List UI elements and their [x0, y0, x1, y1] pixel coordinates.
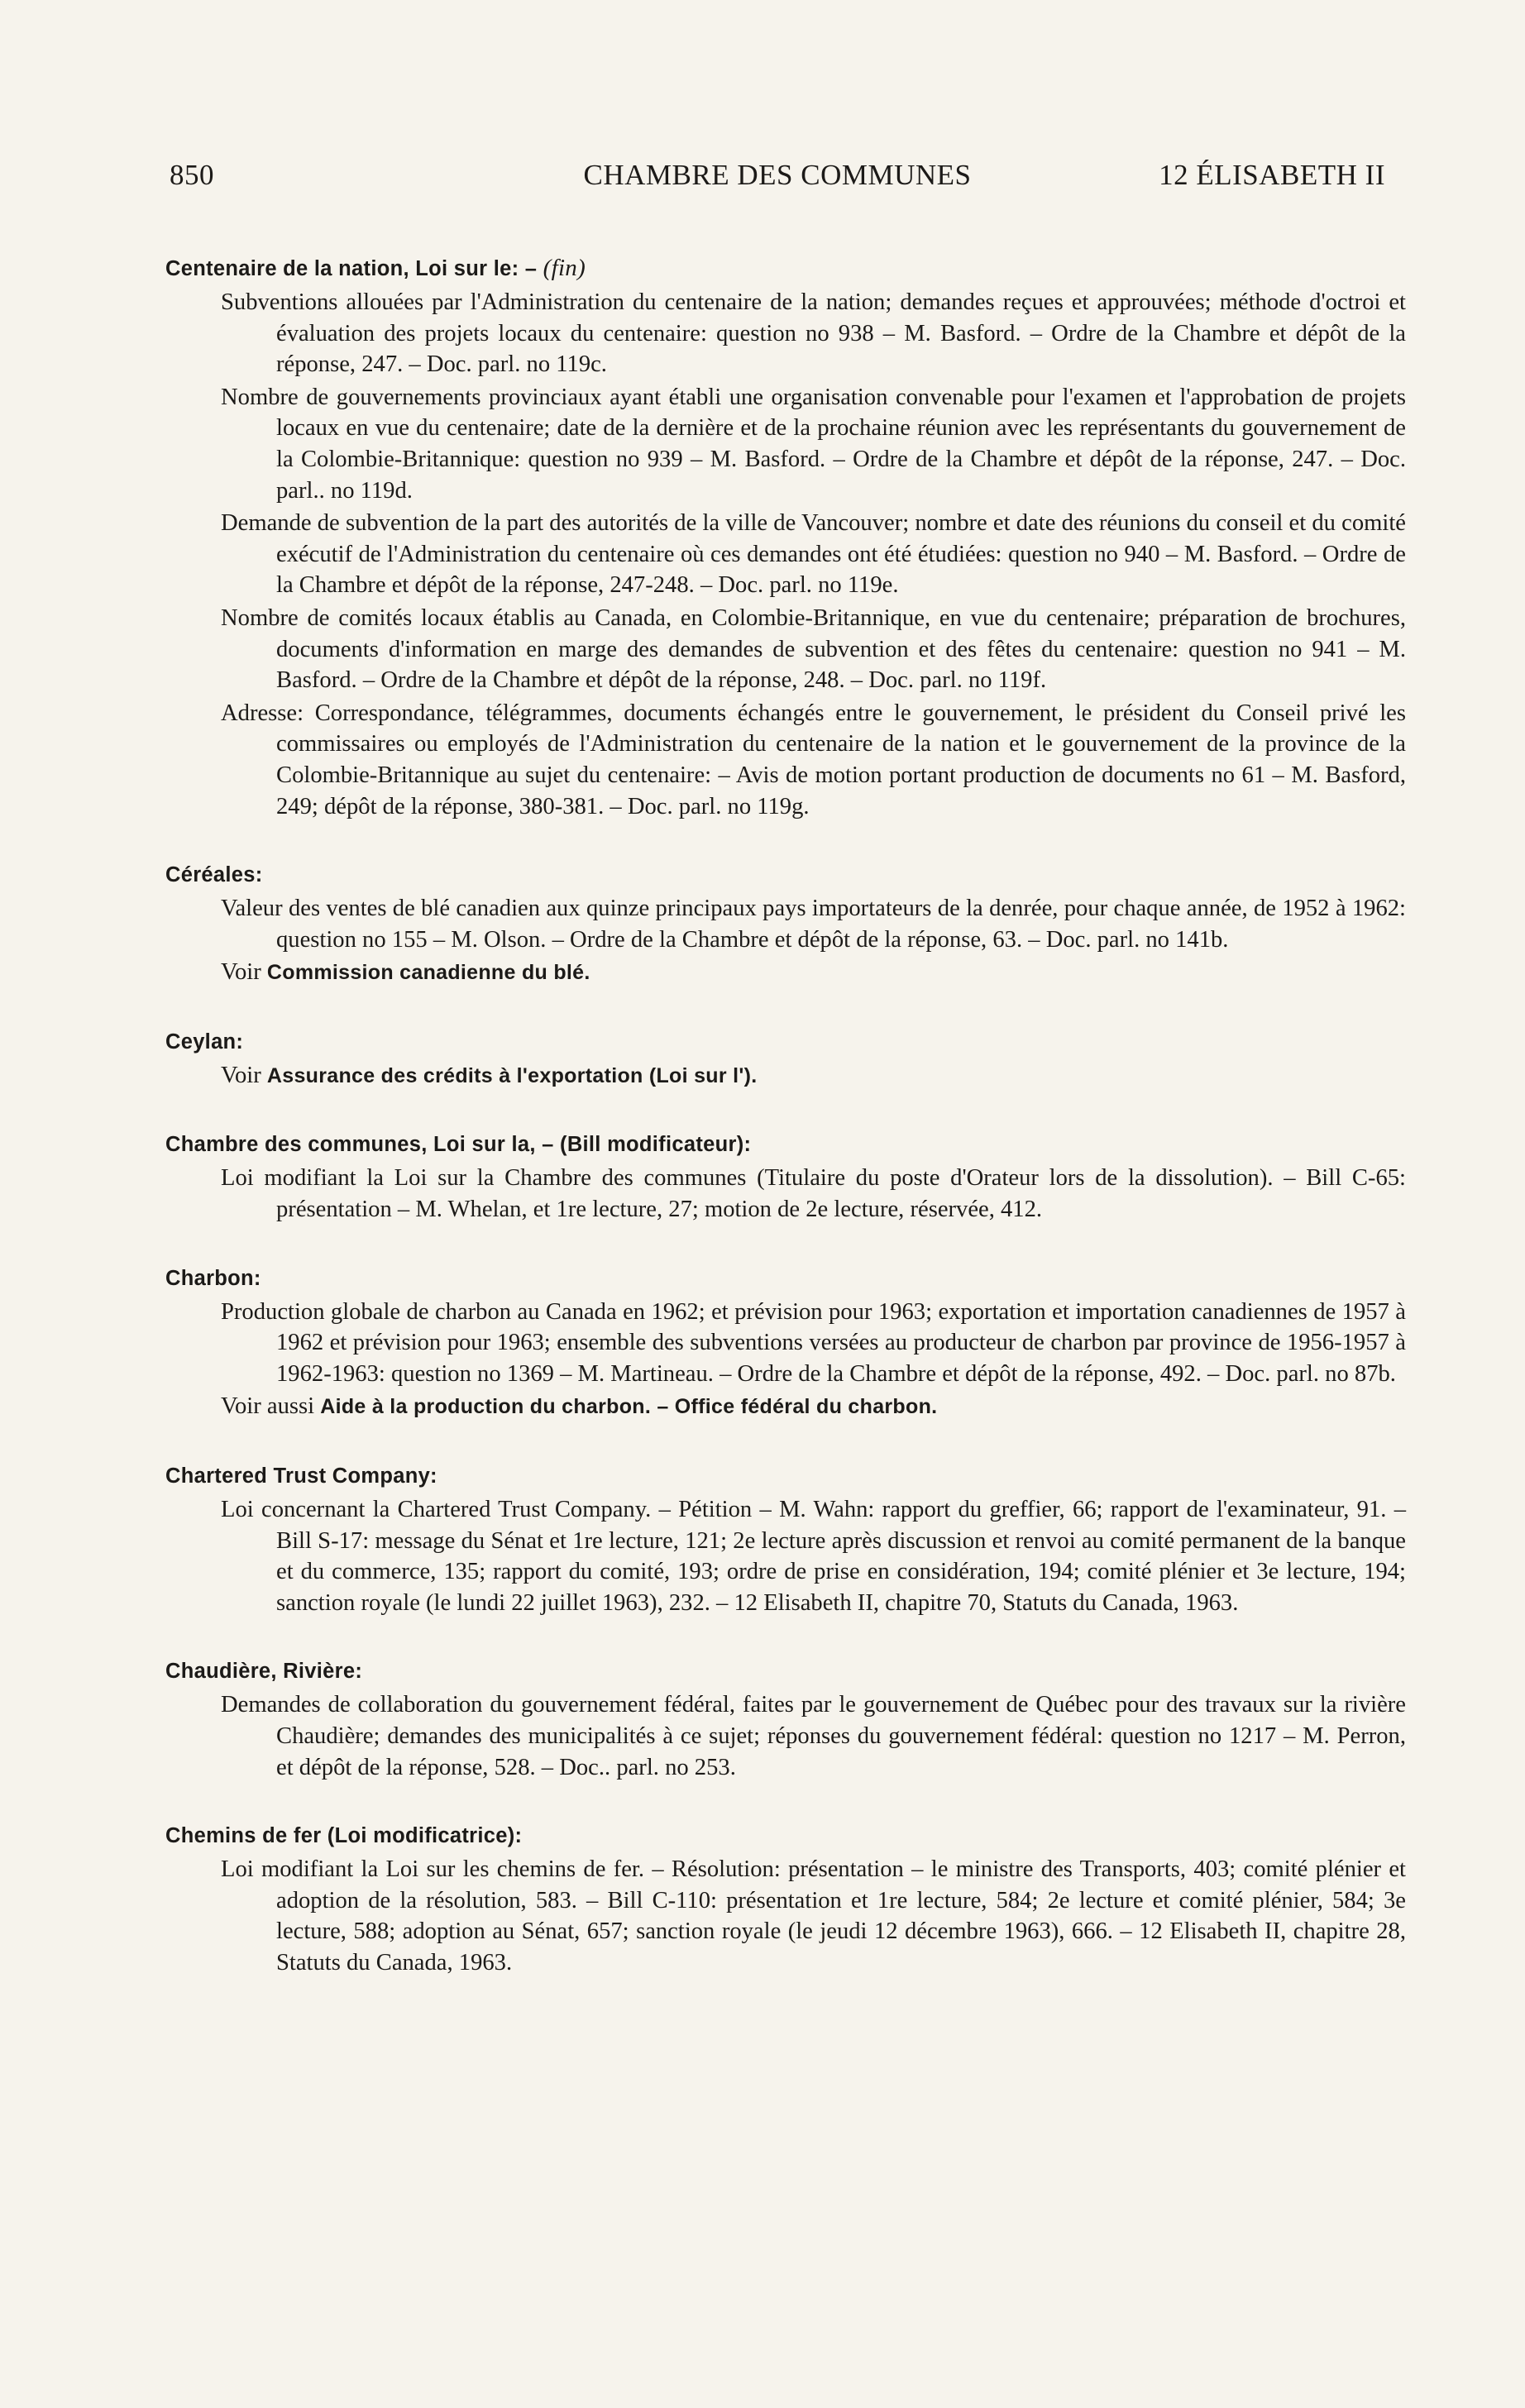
section-heading: Chartered Trust Company: [165, 1464, 437, 1488]
cross-reference-target: Commission canadienne du blé. [266, 961, 590, 985]
index-section-centenaire [165, 253, 1406, 822]
index-entry: Loi concernant la Chartered Trust Company. – Pétition – M. Wahn: rapport du greffier, 66; rapport de l'examinateur, 91. – Bill S-17: message du Sénat et 1re lecture, 121; 2e lecture après discussion et renvoi au comité permanent de la banque et du commerce, 135; rapport du comité, 193; ordre de prise en considération, 194; comité plénier et 3e lecture, 194; sanction royale (le lundi 22 juillet 1963), 232. – 12 Elisabeth II, chapitre 70, Statuts du Canada, 1963. [221, 1497, 1406, 1616]
cross-reference-target: Assurance des crédits à l'exportation (Loi sur l'). [266, 1063, 758, 1087]
index-entry: Adresse: Correspondance, télégrammes, documents échangés entre le gouvernement, le président du Conseil privé les commissaires ou employés de l'Administration du centenaire de la nation et le gouvernement de la province de la Colombie-Britannique au sujet du centenaire: – Avis de motion portant production de documents no 61 – M. Basford, 249; dépôt de la réponse, 380-381. – Doc. parl. no 119g. [221, 700, 1406, 819]
section-heading: Chemins de fer (Loi modificatrice): [165, 1824, 523, 1848]
index-entry: Loi modifiant la Loi sur la Chambre des communes (Titulaire du poste d'Orateur lors de la dissolution). – Bill C-65: présentation – M. Whelan, et 1re lecture, 27; motion de 2e lecture, réservée, 412. [221, 1165, 1406, 1223]
index-section-ceylan [165, 1027, 1406, 1092]
section-heading: Charbon: [165, 1266, 261, 1290]
section-heading: Céréales: [165, 863, 263, 887]
index-section-chartered-trust [165, 1461, 1406, 1618]
index-entry: Demandes de collaboration du gouvernement fédéral, faites par le gouvernement de Québec pour des travaux sur la rivière Chaudière; demandes des municipalités à ce sujet; réponses du gouvernement fédéral: question no 1217 – M. Perron, et dépôt de la réponse, 528. – Doc.. parl. no 253. [221, 1692, 1406, 1780]
index-entry: Nombre de comités locaux établis au Canada, en Colombie-Britannique, en vue du centenaire; préparation de brochures, documents d'information en marge des demandes de subvention et des fêtes du centenaire: question no 941 – M. Basford. – Ordre de la Chambre et dépôt de la réponse, 248. – Doc. parl. no 119f. [221, 604, 1406, 694]
index-entry: Production globale de charbon au Canada en 1962; et prévision pour 1963; exportation et importation canadiennes de 1957 à 1962 et prévision pour 1963; ensemble des subventions versées au producteur de charbon par province de 1956-1957 à 1962-1963: question no 1369 – M. Martineau. – Ordre de la Chambre et dépôt de la réponse, 492. – Doc. parl. no 87b. [221, 1298, 1406, 1387]
cross-reference: Voir Assurance des crédits à l'exportation (Loi sur l'). [221, 1062, 758, 1088]
section-heading: Ceylan: [165, 1030, 244, 1054]
cross-reference: Voir Commission canadienne du blé. [221, 959, 590, 986]
index-section-chambre [165, 1130, 1406, 1225]
index-section-chaudiere [165, 1656, 1406, 1783]
index-section-cereales [165, 860, 1406, 989]
index-entry: Subventions allouées par l'Administration du centenaire de la nation; demandes reçues et approuvées; méthode d'octroi et évaluation des projets locaux du centenaire: question no 938 – M. Basford. – Ordre de la Chambre et dépôt de la réponse, 247. – Doc. parl. no 119c. [221, 289, 1406, 378]
index-entry: Demande de subvention de la part des autorités de la ville de Vancouver; nombre et date des réunions du conseil et du comité exécutif de l'Administration du centenaire où ces demandes ont été étudiées: question no 940 – M. Basford. – Ordre de la Chambre et dépôt de la réponse, 247-248. – Doc. parl. no 119e. [221, 510, 1406, 599]
continued-label: (fin) [543, 255, 586, 281]
section-heading: Centenaire de la nation, Loi sur le: – (fin) [165, 255, 586, 281]
section-heading: Chaudière, Rivière: [165, 1660, 363, 1684]
index-section-chemins-de-fer [165, 1821, 1406, 1978]
index-entry: Nombre de gouvernements provinciaux ayant établi une organisation convenable pour l'examen et l'approbation de projets locaux en vue du centenaire; date de la dernière et de la prochaine réunion avec les représentants du gouvernement de la Colombie-Britannique: question no 939 – M. Basford. – Ordre de la Chambre et dépôt de la réponse, 247. – Doc. parl.. no 119d. [221, 384, 1406, 504]
cross-reference: Voir aussi Aide à la production du charbon. – Office fédéral du charbon. [221, 1393, 938, 1420]
index-entry: Loi modifiant la Loi sur les chemins de fer. – Résolution: présentation – le ministre des Transports, 403; comité plénier et adoption de la résolution, 583. – Bill C-110: présentation et 1re lecture, 584; 2e lecture et comité plénier, 584; 3e lecture, 588; adoption au Sénat, 657; sanction royale (le jeudi 12 décembre 1963), 666. – 12 Elisabeth II, chapitre 28, Statuts du Canada, 1963. [221, 1856, 1406, 1976]
running-header [170, 159, 1385, 200]
index-entry: Valeur des ventes de blé canadien aux quinze principaux pays importateurs de la denrée, pour chaque année, de 1952 à 1962: question no 155 – M. Olson. – Ordre de la Chambre et dépôt de la réponse, 63. – Doc. parl. no 141b. [221, 896, 1406, 953]
reign-label: 12 ÉLISABETH II [1159, 159, 1385, 191]
cross-reference-target: Aide à la production du charbon. – Office fédéral du charbon. [320, 1395, 938, 1419]
section-heading: Chambre des communes, Loi sur la, – (Bill modificateur): [165, 1133, 752, 1157]
page-title: CHAMBRE DES COMMUNES [583, 159, 972, 191]
page-number: 850 [170, 159, 214, 191]
index-section-charbon [165, 1264, 1406, 1423]
index-content [165, 253, 1406, 2017]
